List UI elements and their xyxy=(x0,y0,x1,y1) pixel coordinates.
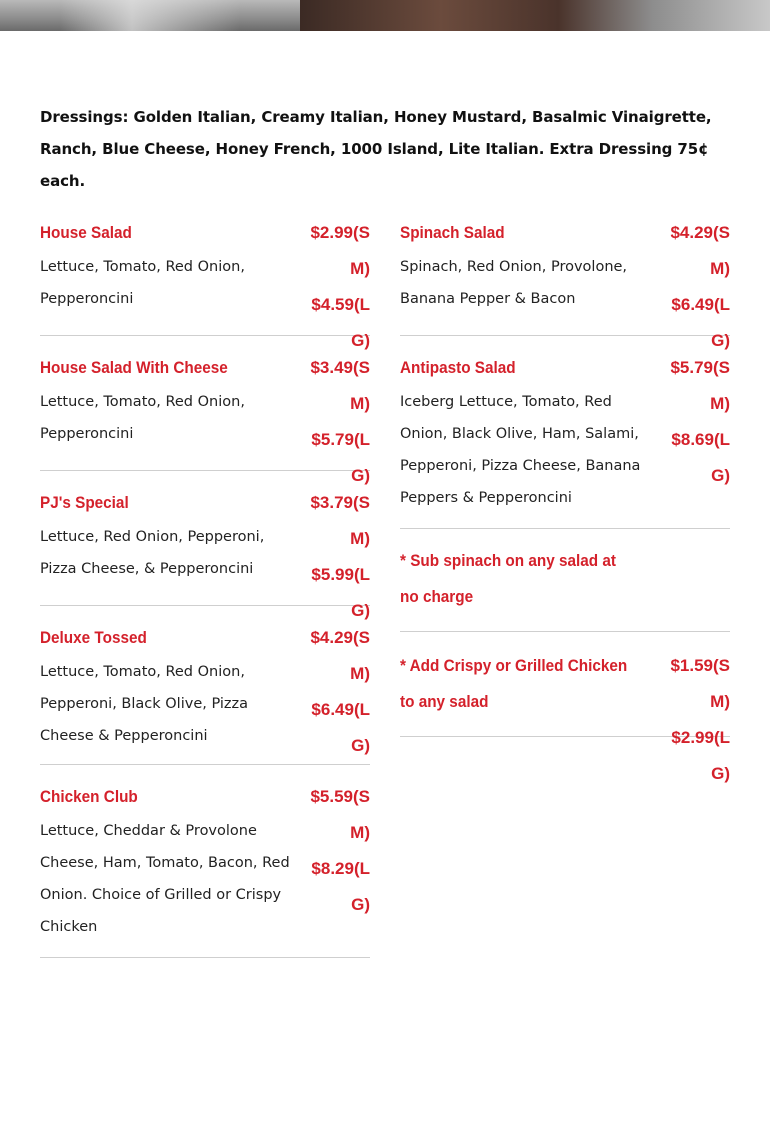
note-text: * Sub spinach on any salad at no charge xyxy=(400,551,616,606)
hero-image-left xyxy=(0,0,300,31)
menu-note xyxy=(400,529,730,632)
item-description: Spinach, Red Onion, Provolone, Banana Pepper & Bacon xyxy=(400,259,628,307)
item-description: Lettuce, Red Onion, Pepperoni, Pizza Cheese, & Pepperoncini xyxy=(40,529,265,577)
menu-column-right xyxy=(400,215,730,783)
item-description: Lettuce, Cheddar & Provolone Cheese, Ham, Tomato, Bacon, Red Onion. Choice of Grilled or Crispy Chicken xyxy=(40,823,290,935)
item-description: Iceberg Lettuce, Tomato, Red Onion, Black Olive, Ham, Salami, Pepperoni, Pizza Cheese, Banana Peppers & Pepperoncini xyxy=(400,394,641,506)
price-large: $6.49(LG) xyxy=(671,295,730,350)
menu-note xyxy=(400,632,730,783)
item-price xyxy=(660,648,730,792)
item-name: Chicken Club xyxy=(40,787,138,806)
item-description: Lettuce, Tomato, Red Onion, Pepperoncini xyxy=(40,259,245,307)
price-small: $5.59(SM) xyxy=(310,787,370,842)
item-name: House Salad With Cheese xyxy=(40,358,228,377)
price-small: $4.29(SM) xyxy=(670,223,730,278)
price-small: $5.79(SM) xyxy=(670,358,730,413)
price-small: $4.29(SM) xyxy=(310,628,370,683)
item-name: Antipasto Salad xyxy=(400,358,516,377)
note-text: * Add Crispy or Grilled Chicken to any salad xyxy=(400,656,628,711)
item-name: PJ's Special xyxy=(40,493,129,512)
price-small: $3.49(SM) xyxy=(310,358,370,413)
price-large: $4.59(LG) xyxy=(311,295,370,350)
item-price xyxy=(300,620,370,764)
price-large: $5.99(LG) xyxy=(311,565,370,620)
price-large: $8.29(LG) xyxy=(311,859,370,914)
item-description: Lettuce, Tomato, Red Onion, Pepperoncini xyxy=(40,394,245,442)
menu-item xyxy=(40,336,370,485)
menu-item xyxy=(40,215,370,350)
menu-item xyxy=(40,606,370,765)
dressings-text: Dressings: Golden Italian, Creamy Italian, Honey Mustard, Basalmic Vinaigrette, Ranch, Blue Cheese, Honey French, 1000 Island, Lite Italian. Extra Dressing 75¢ each. xyxy=(40,108,712,190)
price-large: $5.79(LG) xyxy=(311,430,370,485)
menu-item xyxy=(400,336,730,529)
item-name: Deluxe Tossed xyxy=(40,628,147,647)
price-large: $6.49(LG) xyxy=(311,700,370,755)
hero-image-right xyxy=(300,0,770,31)
menu-item xyxy=(40,765,370,958)
menu-item xyxy=(40,471,370,620)
price-small: $2.99(SM) xyxy=(310,223,370,278)
item-price xyxy=(300,779,370,923)
menu-column-left xyxy=(40,215,370,958)
price-large: $2.99(LG) xyxy=(671,728,730,783)
price-small: $1.59(SM) xyxy=(670,656,730,711)
item-name: House Salad xyxy=(40,223,132,242)
price-large: $8.69(LG) xyxy=(671,430,730,485)
item-name: Spinach Salad xyxy=(400,223,505,242)
price-small: $3.79(SM) xyxy=(310,493,370,548)
menu-item xyxy=(400,215,730,350)
hero-image xyxy=(0,0,770,31)
item-price xyxy=(660,350,730,494)
item-description: Lettuce, Tomato, Red Onion, Pepperoni, Black Olive, Pizza Cheese & Pepperoncini xyxy=(40,664,249,744)
